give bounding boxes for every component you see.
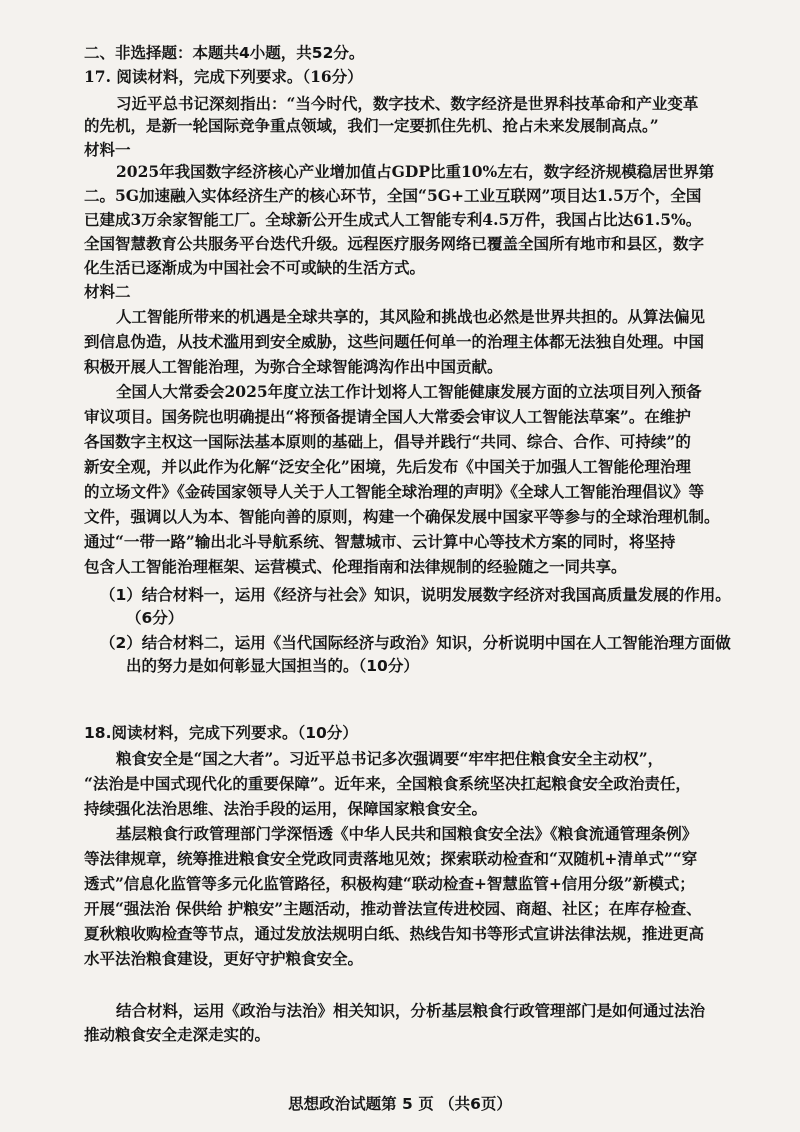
footer-total-pages: （共6页） [439, 1095, 512, 1113]
q17-quote-line: 的先机，是新一轮国际竞争重点领域，我们一定要抓住先机、抢占未来发展制高点。” [84, 116, 659, 135]
material2-line: 到信息伪造，从技术滥用到安全威胁，这些问题任何单一的治理主体都无法独自处理。中国 [84, 332, 705, 351]
material2-line: 审议项目。国务院也明确提出“将预备提请全国人大常委会审议人工智能法草案”。在维护 [84, 407, 691, 426]
material1-line: 2025年我国数字经济核心产业增加值占GDP比重10%左右，数字经济规模稳居世界第 [116, 162, 715, 181]
q17-title: 17. 阅读材料，完成下列要求。（16分） [84, 67, 363, 86]
q17-subquestion-1-score: （6分） [126, 609, 184, 627]
footer-subject: 思想政治试题第 [288, 1095, 397, 1113]
q18-para-line: 等法律规章，统筹推进粮食安全党政同责落地见效；探索联动检查和“双随机+清单式”“穿 [84, 849, 698, 868]
q17-subquestion-1: （1）结合材料一，运用《经济与社会》知识，说明发展数字经济对我国高质量发展的作用。 [100, 586, 731, 604]
section-heading: 二、非选择题：本题共4小题，共52分。 [84, 44, 365, 62]
material2-line: 各国数字主权这一国际法基本原则的基础上，倡导并践行“共同、综合、合作、可持续”的 [84, 432, 691, 451]
material1-line: 二。5G加速融入实体经济生产的核心环节，全国“5G+工业互联网”项目达1.5万个，全国 [84, 186, 702, 205]
q18-question-line: 推动粮食安全走深走实的。 [84, 1026, 271, 1044]
material2-line: 新安全观，并以此作为化解“泛安全化”困境，先后发布《中国关于加强人工智能伦理治理 [84, 457, 691, 476]
material1-label: 材料一 [84, 141, 131, 159]
material2-line: 通过“一带一路”输出北斗导航系统、智慧城市、云计算中心等技术方案的同时，将坚持 [84, 532, 676, 551]
material2-line: 包含人工智能治理框架、运营模式、伦理指南和法律规制的经验随之一同共享。 [84, 557, 627, 576]
material2-line: 积极开展人工智能治理，为弥合全球智能鸿沟作出中国贡献。 [84, 357, 503, 376]
q18-para-line: 持续强化法治思维、法治手段的运用，保障国家粮食安全。 [84, 799, 488, 818]
q18-para-line: 透式”信息化监管等多元化监管路径，积极构建“联动检查+智慧监管+信用分级”新模式； [84, 874, 695, 893]
q18-para-line: 夏秋粮收购检查等节点，通过发放法规明白纸、热线告知书等形式宣讲法律法规，推进更高 [84, 924, 705, 943]
page-footer [0, 1092, 800, 1114]
q18-para-line: 基层粮食行政管理部门学深悟透《中华人民共和国粮食安全法》《粮食流通管理条例》 [116, 824, 698, 843]
q17-quote-line: 习近平总书记深刻指出：“当今时代，数字技术、数字经济是世界科技革命和产业变革 [116, 94, 699, 113]
material2-line: 文件，强调以人为本、智能向善的原则，构建一个确保发展中国家平等参与的全球治理机制。 [84, 507, 720, 526]
q18-title: 18.阅读材料，完成下列要求。（10分） [84, 724, 358, 742]
material2-line: 人工智能所带来的机遇是全球共享的，其风险和挑战也必然是世界共担的。从算法偏见 [116, 307, 706, 326]
q18-para-line: 粮食安全是“国之大者”。习近平总书记多次强调要“牢牢把住粮食安全主动权”， [116, 749, 664, 768]
q18-para-line: 水平法治粮食建设，更好守护粮食安全。 [84, 949, 364, 968]
material2-line: 全国人大常委会2025年度立法工作计划将人工智能健康发展方面的立法项目列入预备 [116, 382, 702, 401]
q17-subquestion-2: （2）结合材料二，运用《当代国际经济与政治》知识，分析说明中国在人工智能治理方面做 [100, 634, 731, 652]
q18-para-line: “法治是中国式现代化的重要保障”。近年来，全国粮食系统坚决扛起粮食安全政治责任， [84, 774, 691, 793]
q18-para-line: 开展“强法治 保供给 护粮安”主题活动，推动普法宣传进校园、商超、社区；在库存检查、 [84, 899, 702, 918]
q18-question-line: 结合材料，运用《政治与法治》相关知识，分析基层粮食行政管理部门是如何通过法治 [116, 1002, 706, 1020]
material1-line: 化生活已逐渐成为中国社会不可或缺的生活方式。 [84, 258, 426, 277]
material2-line: 的立场文件》《金砖国家领导人关于人工智能全球治理的声明》《全球人工智能治理倡议》等 [84, 482, 705, 501]
q17-subquestion-2-cont: 出的努力是如何彰显大国担当的。（10分） [126, 657, 419, 675]
footer-page-number: 5 [402, 1095, 413, 1113]
footer-page-word: 页 [418, 1095, 434, 1113]
material1-line: 全国智慧教育公共服务平台迭代升级。远程医疗服务网络已覆盖全国所有地市和县区，数字 [84, 234, 705, 253]
material2-label: 材料二 [84, 283, 131, 301]
material1-line: 已建成3万余家智能工厂。全球新公开生成式人工智能专利4.5万件，我国占比达61.5%。 [84, 210, 702, 229]
